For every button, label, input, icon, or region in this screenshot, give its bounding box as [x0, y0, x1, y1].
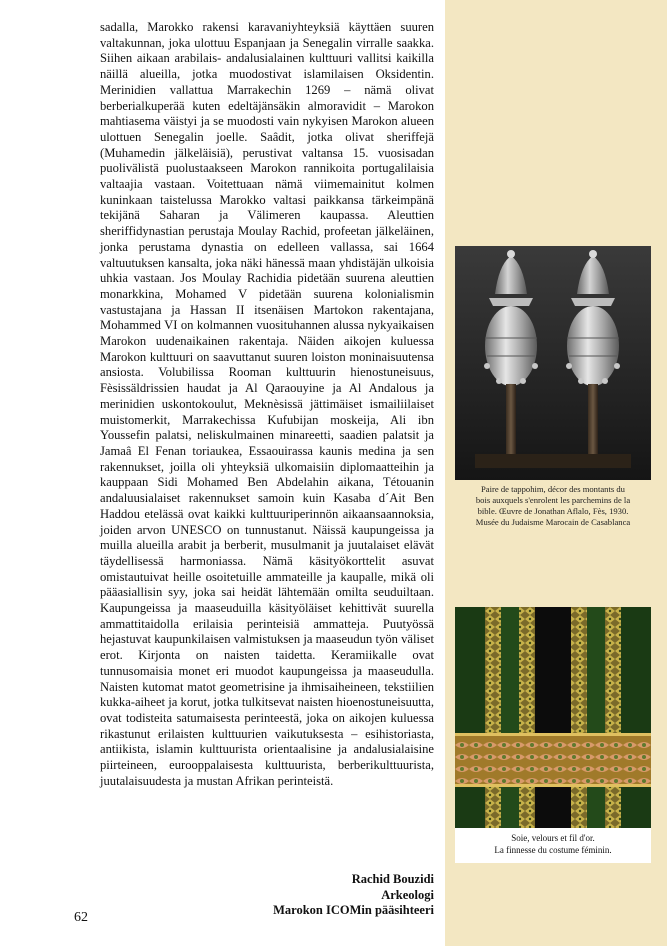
caption-line: Musée du Judaisme Marocain de Casablanca: [475, 517, 631, 527]
author-role: Marokon ICOMin pääsihteeri: [273, 903, 434, 917]
caption-line: Paire de tappohim, décor des montants du: [481, 484, 625, 494]
textile-caption: [455, 832, 651, 856]
tappohim-photo: [455, 246, 651, 480]
author-signature: [200, 872, 434, 919]
author-name: Rachid Bouzidi: [351, 872, 434, 886]
article-body: [100, 20, 434, 789]
textile-photo: [455, 607, 651, 863]
caption-line: bois auxquels s'enrolent les parchemins de la: [475, 495, 631, 505]
tappohim-caption: [455, 484, 651, 528]
page-number: 62: [74, 910, 88, 925]
tappohim-illustration: [455, 246, 651, 480]
caption-line: Soie, velours et fil d'or.: [511, 833, 595, 843]
caption-line: bible. Œuvre de Jonathan Aflalo, Fès, 1930.: [477, 506, 629, 516]
article-paragraph: sadalla, Marokko rakensi karavaniyhteyksiä käyttäen suuren valtakunnan, joka ulottuu Espanjaan ja Senegalin virralle saakka. Siihen aikaan arabilais- andalusialainen kulttuuri vallitsi kaikilla näillä alueilla, jotka muodostivat islamilaisen Oksidentin. Merinidien vallattua Marrakechin 1269 – nämä olivat berberialkuperää kuten edeltäjänsäkin almoravidit – Marokon mahtiasema väistyi ja se muodosti vain nykyisen Marokon alueen ulottuen Senegalin joelle. Saâdit, jotka olivat sheriffejä (Muhamedin jälkeläisiä), perustivat valtansa 15. vuosisadan puolivälistä puolustaakseen Marokon rannikoita portugalilaisia valtaajia vastaan. Voitettuaan nämä viimemainitut kolmen kuninkaan taistelussa Marokko valtasi paikkansa tärkeimpänä tekijänä Saharan ja Välimeren kaupassa. Aleuttien sheriffidynastian perustaja Moulay Rachid, profeetan jälkeläinen, jonka perustama dynastia on edelleen vallassa, sai 1664 valtuutuksen kansalta, joka näki hänessä maan yhdistäjän ulkoisia uhkia vastaan. Jos Moulay Rachidia pidetään suurena aleuttien monarkkina, Mohamed V pidetään suurena kolonialismin vastustajana ja Hassan II itsenäisen Martokon rakentajana, Mohammed VI on kolmannen vuosituhannen alussa nykyaikaisen Marokon uudenaikainen rakentaja. Näiden aikojen kuluessa Marokon kulttuuri on saavuttanut suuren loiston moninaisuutensa ansiosta. Volubilissa Rooman kulttuurin hienostuneisuus, Fèsissäldrissien haudat ja Al Qaraouyine ja Al Andalous ja merinidien uskontokoulut, Meknèsissä jättimäiset ismailiilaiset muistomerkit, Marrakechissa Kufubijan moskeija, Ali ibn Youssefin palatsi, neliskulmainen minareetti, saadien palatsit ja Jamaâ El Fenan toriaukea, Essaouirassa kaunis medina ja sen rakennukset, joilla oli yhteyksiä ulkomaisiin diplomaatteihin ja kauppaan Sidi Mohamed Ben Abdelahin aikana, Tétouanin andaluusialaiset rakennukset samoin kuin Kasaba d´Ait Ben Haddou etelässä ovat kaikki kulttuuriperinnön aikaansaannoksia, joiden arvon UNESCO on tunnustanut. Näissä kaupungeissa ja muilla alueilla arabit ja berberit, musulmanit ja juutalaiset elävät täydellisessä harmoniassa. Nämä käsityökorttelit asuvat omistautuivat heille osoitetuille ammateille ja kaupalle, mikä oli pääasiallisin syy, joka sai heidät lähtemään omilta seuduiltaan. Kaupungeissa ja maaseuduilla käsityöläiset kehittivät suurella ammattitaidolla erilaisia perinteisiä ammatteja. Puutyössä hejastuvat kaupunkilaisen valmistuksen ja maaseudun työn väliset erot. Kirjonta on naisten taidetta. Keramiikalle ovat tunnusomaisia monet eri muodot kaupungeissa ja maaseudulla. Naisten kutomat matot geometrisine ja ihmisaiheineen, tekstiilien kukka-aiheet ja korut, jotka tulkitsevat naisten hioenostuneisuutta, ovat todisteita satumaisesta perinteestä, joka on aikojen kuluessa rikastunut erilaisten kulttuurien vaikutuksesta – esihistoriasta, antiikista, islamin kulttuurista orientaalisine ja andalusialaisine piirteineen, eurooppalaisesta kulttuurista, berberikulttuurista, juutalaisuudesta ja mustan Afrikan perinteistä.: [100, 20, 434, 788]
author-title: Arkeologi: [381, 887, 434, 902]
caption-line: La finnesse du costume féminin.: [494, 845, 612, 855]
textile-illustration: [455, 607, 651, 863]
